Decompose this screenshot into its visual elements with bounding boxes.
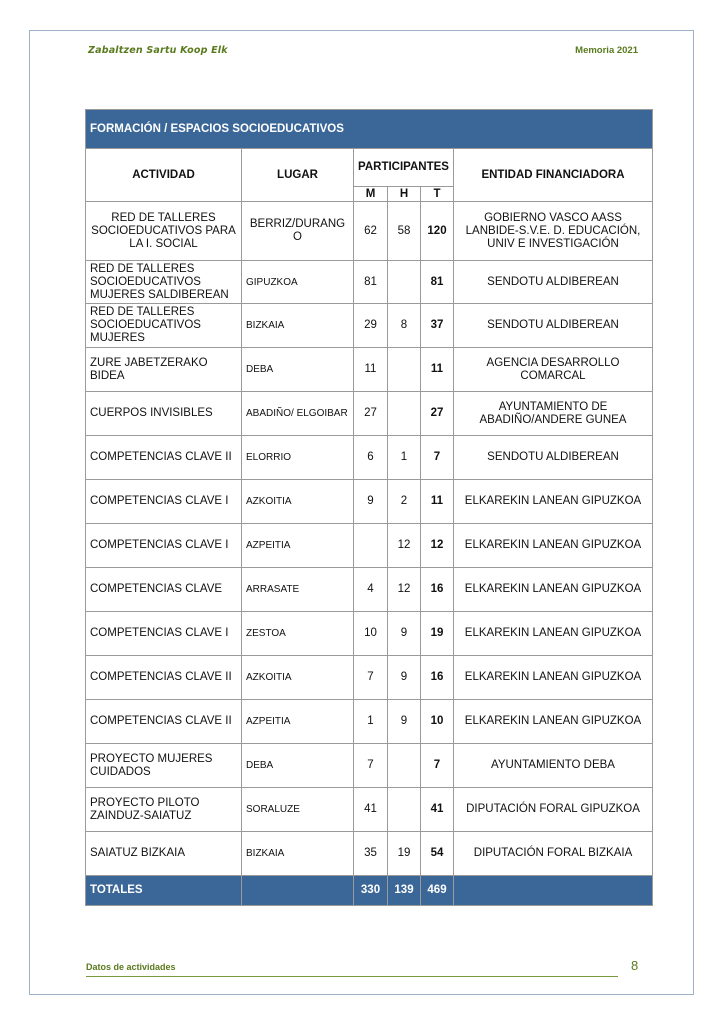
totals-t: 469 xyxy=(421,876,454,906)
cell-h: 19 xyxy=(388,832,421,876)
cell-actividad: PROYECTO PILOTO ZAINDUZ-SAIATUZ xyxy=(86,788,242,832)
cell-entidad: AYUNTAMIENTO DEBA xyxy=(454,744,653,788)
cell-actividad: COMPETENCIAS CLAVE I xyxy=(86,524,242,568)
cell-t: 7 xyxy=(421,436,454,480)
cell-h xyxy=(388,348,421,392)
cell-actividad: RED DE TALLERES SOCIOEDUCATIVOS MUJERES SALDIBEREAN xyxy=(86,261,242,304)
cell-m: 7 xyxy=(354,656,388,700)
cell-t: 41 xyxy=(421,788,454,832)
cell-m: 7 xyxy=(354,744,388,788)
totals-empty-cell xyxy=(454,876,653,906)
cell-lugar: GIPUZKOA xyxy=(242,261,354,304)
cell-t: 7 xyxy=(421,744,454,788)
cell-m: 6 xyxy=(354,436,388,480)
totals-h: 139 xyxy=(388,876,421,906)
column-header-h: H xyxy=(388,187,421,202)
cell-lugar: AZKOITIA xyxy=(242,656,354,700)
table-row xyxy=(86,202,653,261)
cell-t: 16 xyxy=(421,568,454,612)
table-row xyxy=(86,656,653,700)
cell-actividad: ZURE JABETZERAKO BIDEA xyxy=(86,348,242,392)
cell-lugar: BIZKAIA xyxy=(242,304,354,348)
cell-actividad: COMPETENCIAS CLAVE I xyxy=(86,480,242,524)
totals-row xyxy=(86,876,653,906)
totals-empty-cell xyxy=(242,876,354,906)
cell-entidad: GOBIERNO VASCO AASS LANBIDE-S.V.E. D. EDUCACIÓN, UNIV E INVESTIGACIÓN xyxy=(454,202,653,261)
cell-entidad: SENDOTU ALDIBEREAN xyxy=(454,436,653,480)
cell-actividad: COMPETENCIAS CLAVE II xyxy=(86,656,242,700)
cell-m: 11 xyxy=(354,348,388,392)
cell-m: 62 xyxy=(354,202,388,261)
cell-actividad: CUERPOS INVISIBLES xyxy=(86,392,242,436)
cell-h: 1 xyxy=(388,436,421,480)
cell-actividad: PROYECTO MUJERES CUIDADOS xyxy=(86,744,242,788)
cell-entidad: ELKAREKIN LANEAN GIPUZKOA xyxy=(454,656,653,700)
cell-actividad: COMPETENCIAS CLAVE II xyxy=(86,700,242,744)
cell-h xyxy=(388,744,421,788)
table-row xyxy=(86,744,653,788)
cell-h: 9 xyxy=(388,612,421,656)
table-title: FORMACIÓN / ESPACIOS SOCIOEDUCATIVOS xyxy=(86,110,653,149)
cell-t: 81 xyxy=(421,261,454,304)
cell-entidad: DIPUTACIÓN FORAL BIZKAIA xyxy=(454,832,653,876)
column-header-lugar: LUGAR xyxy=(242,149,354,202)
cell-t: 10 xyxy=(421,700,454,744)
cell-t: 12 xyxy=(421,524,454,568)
cell-lugar: AZPEITIA xyxy=(242,524,354,568)
table-row xyxy=(86,568,653,612)
totals-m: 330 xyxy=(354,876,388,906)
cell-t: 27 xyxy=(421,392,454,436)
cell-m: 9 xyxy=(354,480,388,524)
activities-table xyxy=(85,109,653,906)
cell-entidad: AGENCIA DESARROLLO COMARCAL xyxy=(454,348,653,392)
column-header-entidad: ENTIDAD FINANCIADORA xyxy=(454,149,653,202)
cell-lugar: ABADIÑO/ ELGOIBAR xyxy=(242,392,354,436)
footer-section-title: Datos de actividades xyxy=(86,962,176,972)
column-header-m: M xyxy=(354,187,388,202)
cell-h: 58 xyxy=(388,202,421,261)
column-header-participantes: PARTICIPANTES xyxy=(354,149,454,187)
cell-t: 37 xyxy=(421,304,454,348)
table-row xyxy=(86,788,653,832)
cell-t: 16 xyxy=(421,656,454,700)
cell-lugar: AZPEITIA xyxy=(242,700,354,744)
cell-actividad: COMPETENCIAS CLAVE xyxy=(86,568,242,612)
cell-m: 35 xyxy=(354,832,388,876)
cell-h xyxy=(388,392,421,436)
table-row xyxy=(86,392,653,436)
table-row xyxy=(86,832,653,876)
cell-actividad: SAIATUZ BIZKAIA xyxy=(86,832,242,876)
cell-lugar: BIZKAIA xyxy=(242,832,354,876)
cell-m: 27 xyxy=(354,392,388,436)
page-number: 8 xyxy=(631,958,639,973)
cell-lugar: SORALUZE xyxy=(242,788,354,832)
table-row xyxy=(86,612,653,656)
cell-m: 41 xyxy=(354,788,388,832)
cell-entidad: ELKAREKIN LANEAN GIPUZKOA xyxy=(454,612,653,656)
table-row xyxy=(86,304,653,348)
cell-entidad: DIPUTACIÓN FORAL GIPUZKOA xyxy=(454,788,653,832)
header-document-title: Memoria 2021 xyxy=(575,45,638,56)
cell-entidad: ELKAREKIN LANEAN GIPUZKOA xyxy=(454,568,653,612)
column-header-actividad: ACTIVIDAD xyxy=(86,149,242,202)
cell-h: 12 xyxy=(388,524,421,568)
table-row xyxy=(86,700,653,744)
cell-actividad: RED DE TALLERES SOCIOEDUCATIVOS MUJERES xyxy=(86,304,242,348)
table-row xyxy=(86,261,653,304)
cell-entidad: SENDOTU ALDIBEREAN xyxy=(454,261,653,304)
cell-m: 29 xyxy=(354,304,388,348)
table-row xyxy=(86,524,653,568)
column-header-t: T xyxy=(421,187,454,202)
cell-h xyxy=(388,788,421,832)
cell-t: 19 xyxy=(421,612,454,656)
table-row xyxy=(86,348,653,392)
footer-divider xyxy=(86,976,618,977)
cell-m: 81 xyxy=(354,261,388,304)
table-row xyxy=(86,480,653,524)
cell-actividad: COMPETENCIAS CLAVE II xyxy=(86,436,242,480)
cell-lugar: ELORRIO xyxy=(242,436,354,480)
table-row xyxy=(86,436,653,480)
cell-t: 11 xyxy=(421,480,454,524)
cell-m: 1 xyxy=(354,700,388,744)
cell-h: 8 xyxy=(388,304,421,348)
cell-m xyxy=(354,524,388,568)
cell-t: 11 xyxy=(421,348,454,392)
cell-lugar: ARRASATE xyxy=(242,568,354,612)
cell-actividad: COMPETENCIAS CLAVE I xyxy=(86,612,242,656)
cell-entidad: AYUNTAMIENTO DE ABADIÑO/ANDERE GUNEA xyxy=(454,392,653,436)
totals-label: TOTALES xyxy=(86,876,242,906)
cell-lugar: BERRIZ/DURANGO xyxy=(242,202,354,261)
cell-t: 54 xyxy=(421,832,454,876)
cell-h: 2 xyxy=(388,480,421,524)
cell-m: 10 xyxy=(354,612,388,656)
cell-h xyxy=(388,261,421,304)
header-organization: Zabaltzen Sartu Koop Elk xyxy=(88,45,228,56)
cell-t: 120 xyxy=(421,202,454,261)
cell-h: 9 xyxy=(388,700,421,744)
cell-m: 4 xyxy=(354,568,388,612)
cell-h: 9 xyxy=(388,656,421,700)
cell-lugar: AZKOITIA xyxy=(242,480,354,524)
cell-lugar: ZESTOA xyxy=(242,612,354,656)
cell-entidad: ELKAREKIN LANEAN GIPUZKOA xyxy=(454,524,653,568)
cell-lugar: DEBA xyxy=(242,348,354,392)
cell-entidad: ELKAREKIN LANEAN GIPUZKOA xyxy=(454,480,653,524)
cell-entidad: SENDOTU ALDIBEREAN xyxy=(454,304,653,348)
cell-actividad: RED DE TALLERES SOCIOEDUCATIVOS PARA LA I. SOCIAL xyxy=(86,202,242,261)
cell-lugar: DEBA xyxy=(242,744,354,788)
cell-entidad: ELKAREKIN LANEAN GIPUZKOA xyxy=(454,700,653,744)
cell-h: 12 xyxy=(388,568,421,612)
